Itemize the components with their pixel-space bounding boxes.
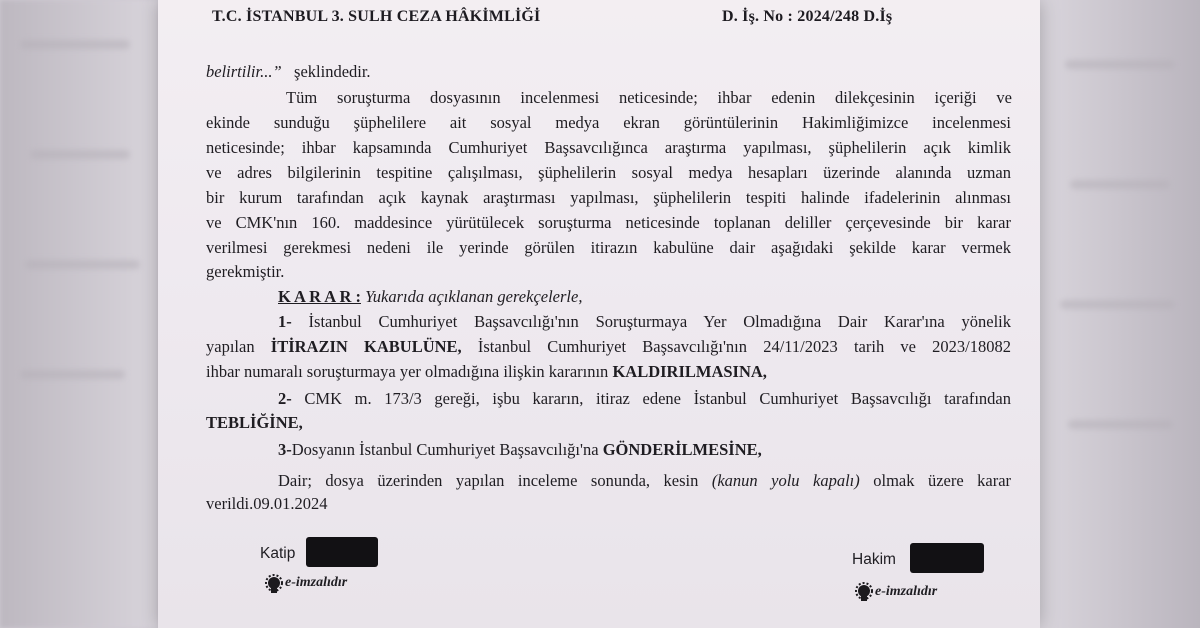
item-text: Dosyanın İstanbul Cumhuriyet Başsavcılığı'na xyxy=(291,440,599,459)
karar-heading: K A R A R : xyxy=(278,287,361,306)
background-blur-right xyxy=(1040,0,1200,628)
decision-item-3 xyxy=(278,440,762,460)
decision-date: verildi.09.01.2024 xyxy=(206,494,328,513)
item-number: 3- xyxy=(278,440,292,459)
karar-intro: Yukarıda açıklanan gerekçelerle, xyxy=(365,287,583,306)
item-text: İstanbul Cumhuriyet Başsavcılığı'nın Soruşturmaya Yer Olmadığına Dair Karar'ına yönelik xyxy=(308,312,1011,331)
closing-text: olmak üzere karar xyxy=(873,471,1012,490)
body-line: bir kurum tarafından açık kaynak araştırması yapılması, şüphelilerin tespiti halinde ifadelerinin alınması xyxy=(206,188,1011,207)
body-line: ekinde sunduğu şüphelilere ait sosyal medya ekran görüntülerinin Hakimliğimizce incelenmesi xyxy=(206,113,1011,132)
background-blur-left xyxy=(0,0,158,628)
background-ghost-line xyxy=(1070,180,1170,189)
decision-item-1-line-1 xyxy=(278,312,1011,332)
body-line: ve adres bilgilerinin tespitine çalışılması, şüphelilerin sosyal medya hesapları üzerinde alanında uzman xyxy=(206,163,1011,182)
redacted-clerk-name xyxy=(306,537,378,567)
body-line: Tüm soruşturma dosyasının incelenmesi neticesinde; ihbar edenin dilekçesinin içeriği ve xyxy=(286,88,1012,107)
court-name-header: T.C. İSTANBUL 3. SULH CEZA HÂKİMLİĞİ xyxy=(212,8,541,25)
item-number: 1- xyxy=(278,312,292,331)
item-text: CMK m. 173/3 gereği, işbu kararın, itiraz edene İstanbul Cumhuriyet Başsavcılığı tarafından xyxy=(304,389,1011,408)
background-ghost-line xyxy=(20,370,125,379)
quote-ending-line xyxy=(206,62,371,82)
objection-accepted: İTİRAZIN KABULÜNE, xyxy=(270,337,462,356)
clerk-title: Katip xyxy=(260,545,296,562)
background-ghost-line xyxy=(30,150,130,159)
decision-item-1-line-3 xyxy=(206,362,767,382)
quote-ending: belirtilir...” xyxy=(206,62,282,81)
item-text: İstanbul Cumhuriyet Başsavcılığı'nın 24/11/2023 tarih ve 2023/18082 xyxy=(477,337,1012,356)
send-order: GÖNDERİLMESİNE, xyxy=(602,440,762,459)
body-line: ve CMK'nın 160. maddesince yürütülecek soruşturma neticesinde toplanan deliller çerçevesinde bir karar xyxy=(206,213,1011,232)
closing-text: Dair; dosya üzerinden yapılan inceleme sonunda, kesin xyxy=(278,471,699,490)
closing-line-1 xyxy=(278,471,1011,491)
clerk-esign: e-imzalıdır xyxy=(285,575,348,590)
judge-esign: e-imzalıdır xyxy=(875,584,938,599)
item-number: 2- xyxy=(278,389,292,408)
background-ghost-line xyxy=(20,40,130,49)
court-decision-page xyxy=(158,0,1040,628)
judge-title: Hakim xyxy=(852,551,896,568)
seal-icon xyxy=(264,574,284,594)
background-ghost-line xyxy=(1068,420,1173,429)
background-ghost-line xyxy=(25,260,140,269)
decision-item-1-line-2 xyxy=(206,337,1011,357)
body-line: gerekmiştir. xyxy=(206,262,285,281)
background-ghost-line xyxy=(1060,300,1175,309)
redacted-judge-name xyxy=(910,543,984,573)
background-ghost-line xyxy=(1065,60,1175,69)
no-appeal-note: (kanun yolu kapalı) xyxy=(711,471,860,490)
annulment: KALDIRILMASINA, xyxy=(612,362,767,381)
notification-order: TEBLİĞİNE, xyxy=(206,413,303,432)
karar-line xyxy=(278,287,582,307)
body-line: neticesinde; ihbar kapsamında Cumhuriyet Başsavcılığınca araştırma yapılması, şüphelilerin açık kimlik xyxy=(206,138,1011,157)
quote-suffix: şeklindedir. xyxy=(294,62,371,81)
seal-icon xyxy=(854,582,874,602)
item-text: yapılan xyxy=(206,337,255,356)
file-number: D. İş. No : 2024/248 D.İş xyxy=(722,8,893,25)
decision-item-2-line-1 xyxy=(278,389,1011,409)
body-line: verilmesi gerekmesi nedeni ile yerinde görülen itirazın kabulüne dair aşağıdaki şekilde karar vermek xyxy=(206,238,1011,257)
item-text: ihbar numaralı soruşturmaya yer olmadığına ilişkin kararının xyxy=(206,362,609,381)
